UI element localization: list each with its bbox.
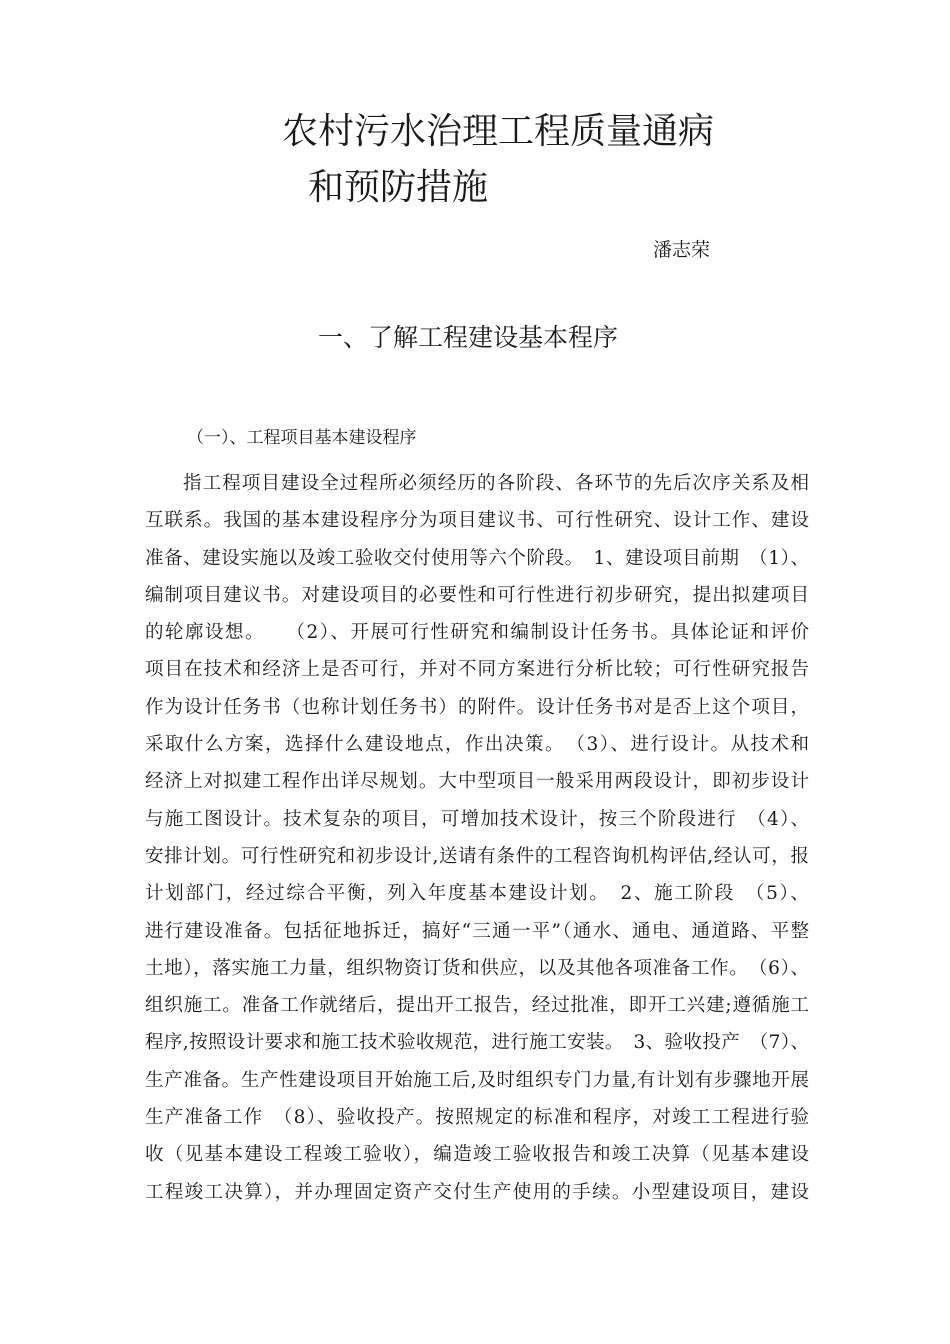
body-line: 收（见基本建设工程竣工验收），编造竣工验收报告和竣工决算（见基本建设 [145, 1144, 809, 1166]
body-line: 程序,按照设计要求和施工技术验收规范，进行施工安装。 3、验收投产 （7）、 [145, 1032, 809, 1054]
author-name: 潘志荣 [653, 239, 711, 261]
body-line: 编制项目建议书。对建设项目的必要性和可行性进行初步研究，提出拟建项目 [145, 584, 809, 606]
body-line: 生产准备工作 （8）、验收投产。按照规定的标准和程序，对竣工工程进行验 [145, 1107, 809, 1129]
body-line: 计划部门，经过综合平衡，列入年度基本建设计划。 2、施工阶段 （5）、 [145, 883, 809, 905]
body-line: 与施工图设计。技术复杂的项目，可增加技术设计，按三个阶段进行 （4）、 [145, 808, 809, 830]
body-line: 进行建设准备。包括征地拆迁，搞好“三通一平”（通水、通电、通道路、平整 [145, 920, 809, 942]
body-line: 互联系。我国的基本建设程序分为项目建议书、可行性研究、设计工作、建设 [145, 510, 809, 532]
body-line: 安排计划。可行性研究和初步设计,送请有条件的工程咨询机构评估,经认可，报 [145, 845, 809, 867]
document-title-line-1: 农村污水治理工程质量通病 [282, 111, 715, 152]
body-line: 的轮廓设想。 （2）、开展可行性研究和编制设计任务书。具体论证和评价 [145, 622, 809, 644]
body-line: 生产准备。生产性建设项目开始施工后,及时组织专门力量,有计划有步骤地开展 [145, 1069, 809, 1091]
body-line: 指工程项目建设全过程所必须经历的各阶段、各环节的先后次序关系及相 [183, 473, 809, 494]
section-heading: 一、了解工程建设基本程序 [318, 323, 619, 352]
body-paragraph [145, 465, 809, 1211]
body-line: 工程竣工决算），并办理固定资产交付生产使用的手续。小型建设项目，建设 [145, 1181, 809, 1203]
body-line: 作为设计任务书（也称计划任务书）的附件。设计任务书对是否上这个项目， [145, 696, 809, 718]
body-line: 准备、建设实施以及竣工验收交付使用等六个阶段。 1、建设项目前期 （1）、 [145, 547, 809, 569]
body-line: 项目在技术和经济上是否可行，并对不同方案进行分析比较；可行性研究报告 [145, 659, 809, 681]
body-line: 土地），落实施工力量，组织物资订货和供应，以及其他各项准备工作。 （6）、 [145, 957, 809, 979]
body-line: 经济上对拟建工程作出详尽规划。大中型项目一般采用两段设计，即初步设计 [145, 771, 809, 793]
document-title-line-2: 和预防措施 [308, 167, 489, 208]
body-line: 采取什么方案，选择什么建设地点，作出决策。 （3）、进行设计。从技术和 [145, 734, 809, 756]
body-line: 组织施工。准备工作就绪后，提出开工报告，经过批准，即开工兴建;遵循施工 [145, 995, 809, 1017]
subsection-heading: （一）、工程项目基本建设程序 [187, 428, 417, 448]
